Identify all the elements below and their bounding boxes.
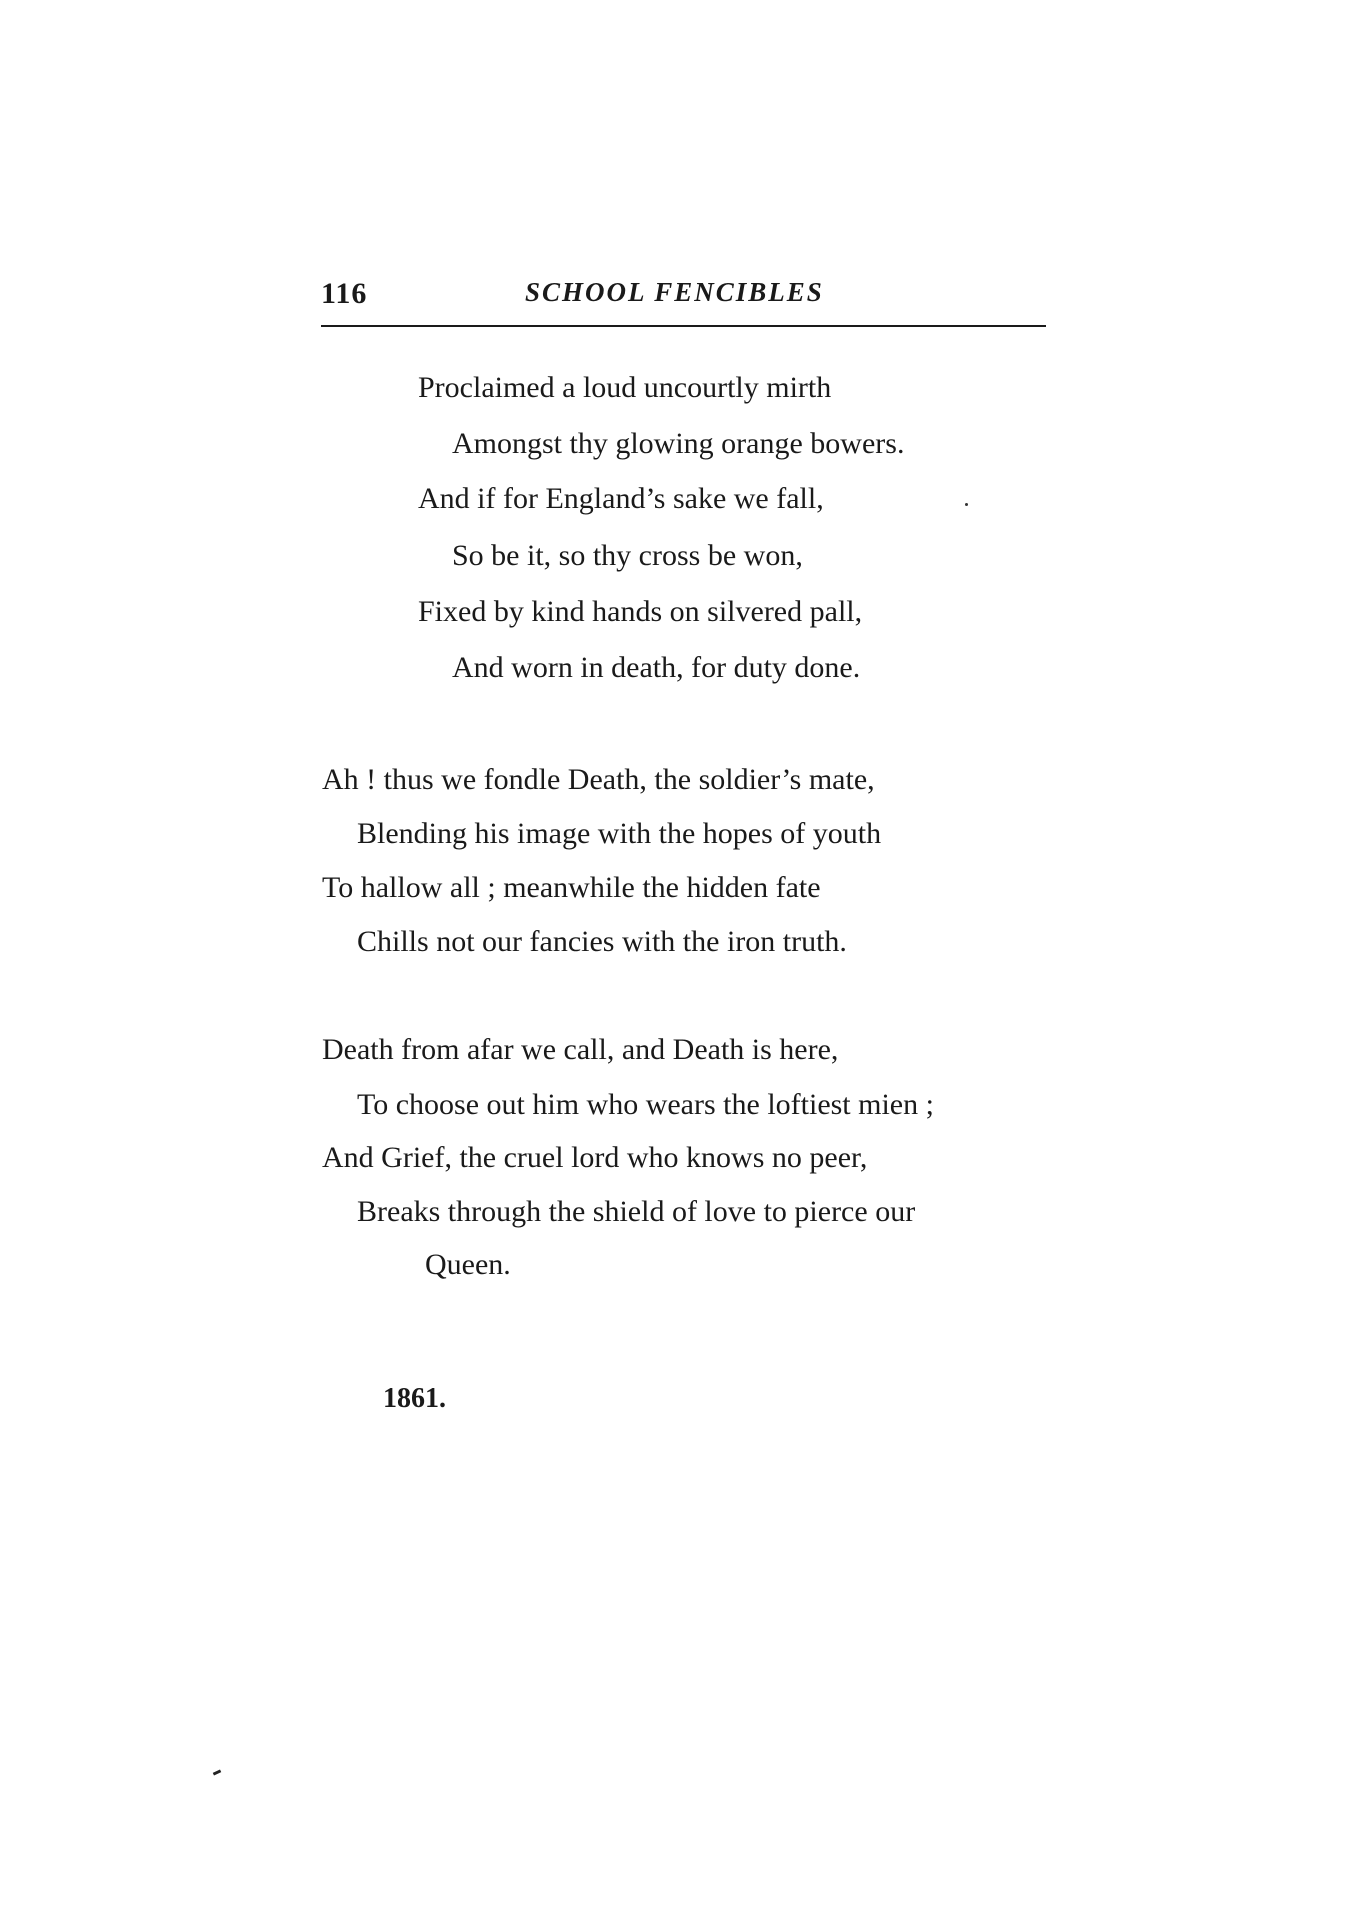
running-title: SCHOOL FENCIBLES (525, 277, 824, 307)
margin-mark (213, 1769, 222, 1775)
poem-date: 1861. (383, 1383, 446, 1414)
poem-line: So be it, so thy cross be won, (452, 539, 803, 572)
poem-line: Death from afar we call, and Death is here, (322, 1033, 839, 1066)
header-rule (321, 325, 1046, 327)
poem-line: To hallow all ; meanwhile the hidden fate (322, 871, 821, 904)
poem-line: Proclaimed a loud uncourtly mirth (418, 371, 832, 404)
poem-line: Amongst thy glowing orange bowers. (452, 427, 905, 460)
poem-line: Fixed by kind hands on silvered pall, (418, 595, 863, 628)
poem-line: And worn in death, for duty done. (452, 651, 861, 684)
poem-line: Breaks through the shield of love to pierce our (357, 1195, 916, 1228)
page-number: 116 (321, 277, 368, 310)
poem-line: Chills not our fancies with the iron truth. (357, 925, 847, 958)
poem-line: And if for England’s sake we fall, (418, 482, 824, 515)
poem-line: Queen. (425, 1248, 511, 1281)
poem-line: Ah ! thus we fondle Death, the soldier’s mate, (322, 763, 875, 796)
poem-line: And Grief, the cruel lord who knows no peer, (322, 1141, 868, 1174)
print-speck (965, 503, 968, 506)
poem-line: To choose out him who wears the loftiest mien ; (357, 1088, 934, 1121)
poem-line: Blending his image with the hopes of youth (357, 817, 882, 850)
